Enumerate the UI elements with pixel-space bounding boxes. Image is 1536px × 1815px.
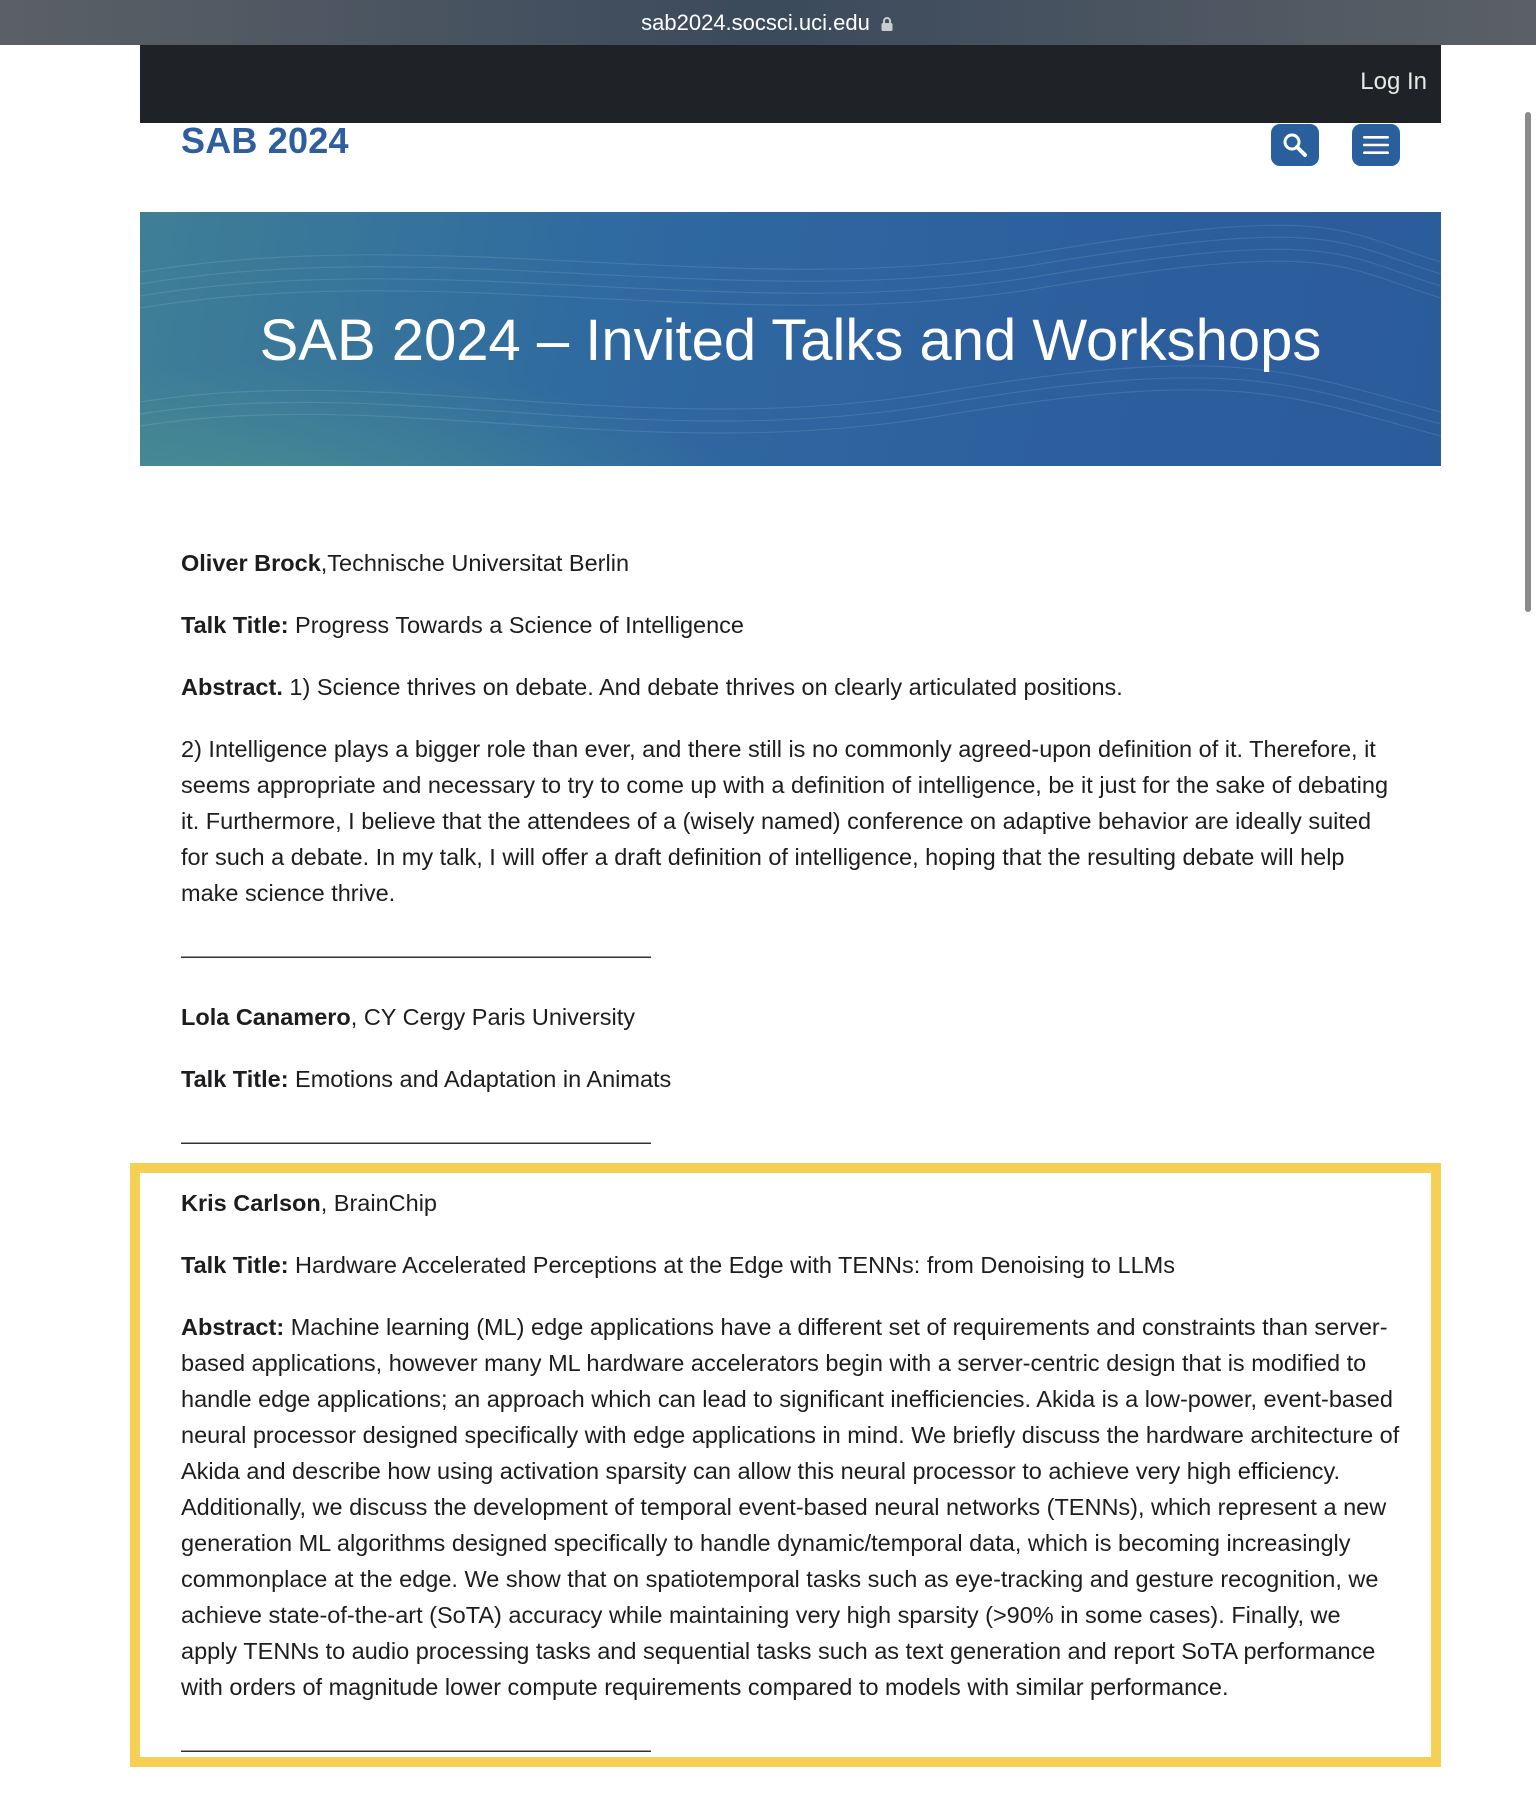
browser-url-bar[interactable] (0, 0, 1536, 45)
speaker-name: Lola Canamero (181, 1004, 351, 1030)
search-icon (1281, 131, 1309, 159)
talk-title-line (181, 1061, 1401, 1097)
url-text: sab2024.socsci.uci.edu (641, 9, 870, 35)
site-title[interactable]: SAB 2024 (181, 120, 349, 161)
menu-button[interactable] (1352, 124, 1400, 166)
page-title: SAB 2024 – Invited Talks and Workshops (259, 308, 1322, 373)
talk-title-label: Talk Title: (181, 1252, 289, 1278)
speaker-affiliation: , BrainChip (320, 1190, 437, 1216)
talk-speaker-line (181, 999, 1401, 1035)
talk-title-label: Talk Title: (181, 612, 289, 638)
talk-title-line (181, 607, 1401, 643)
speaker-name: Oliver Brock (181, 550, 321, 576)
abstract-paragraph-2: 2) Intelligence plays a bigger role than ever, and there still is no commonly agreed-upon definition of it. Therefore, it seems appropriate and necessary to try to come up with a definition of intelligence, be it just for the sake of debating it. Furthermore, I believe that the attendees of a (wisely named) conference on adaptive behavior are ideally suited for such a debate. In my talk, I will offer a draft definition of intelligence, hoping that the resulting debate will help make science thrive. (181, 736, 1389, 906)
talk-title-label: Talk Title: (181, 1066, 289, 1092)
talk-title: Emotions and Adaptation in Animats (288, 1066, 672, 1092)
search-button[interactable] (1271, 124, 1319, 166)
admin-bar (140, 45, 1441, 123)
abstract-label: Abstract: (181, 1314, 285, 1340)
menu-icon (1361, 133, 1391, 157)
separator: ———————————————————— (181, 1128, 651, 1154)
abstract-label: Abstract. (181, 674, 283, 700)
speaker-affiliation: , CY Cergy Paris University (350, 1004, 636, 1030)
abstract-text: 1) Science thrives on debate. And debate thrives on clearly articulated positions. (282, 674, 1123, 700)
talk-title: Progress Towards a Science of Intelligence (288, 612, 744, 638)
highlight-box (130, 1163, 1441, 1767)
separator: ———————————————————— (181, 1736, 651, 1762)
talk-speaker-line (181, 545, 1401, 581)
separator: ———————————————————— (181, 942, 651, 968)
scrollbar[interactable] (1525, 112, 1531, 612)
hero-banner (140, 212, 1441, 466)
abstract-text: Machine learning (ML) edge applications have a different set of requirements and constraints than server-based applications, however many ML hardware accelerators begin with a server-centric design that is modified to handle edge applications; an approach which can lead to significant inefficiencies. Akida is a low-power, event-based neural processor designed specifically with edge applications in mind. We briefly discuss the hardware architecture of Akida and describe how using activation sparsity can allow this neural processor to achieve very high efficiency. Additionally, we discuss the development of temporal event-based neural networks (TENNs), which represent a new generation ML algorithms designed specifically to handle dynamic/temporal data, which is becoming increasingly commonplace at the edge. We show that on spatiotemporal tasks such as eye-tracking and gesture recognition, we achieve state-of-the-art (SoTA) accuracy while maintaining very high sparsity (>90% in some cases). Finally, we apply TENNs to audio processing tasks and sequential tasks such as text generation and report SoTA performance with orders of magnitude lower compute requirements compared to models with similar performance. (181, 1314, 1400, 1700)
talk-abstract-line (181, 669, 1401, 705)
talk-title: Hardware Accelerated Perceptions at the Edge with TENNs: from Denoising to LLMs (288, 1252, 1175, 1278)
speaker-name: Kris Carlson (181, 1190, 321, 1216)
lock-icon (879, 16, 895, 32)
speaker-affiliation: ,Technische Universitat Berlin (320, 550, 630, 576)
login-link[interactable]: Log In (1360, 68, 1427, 95)
